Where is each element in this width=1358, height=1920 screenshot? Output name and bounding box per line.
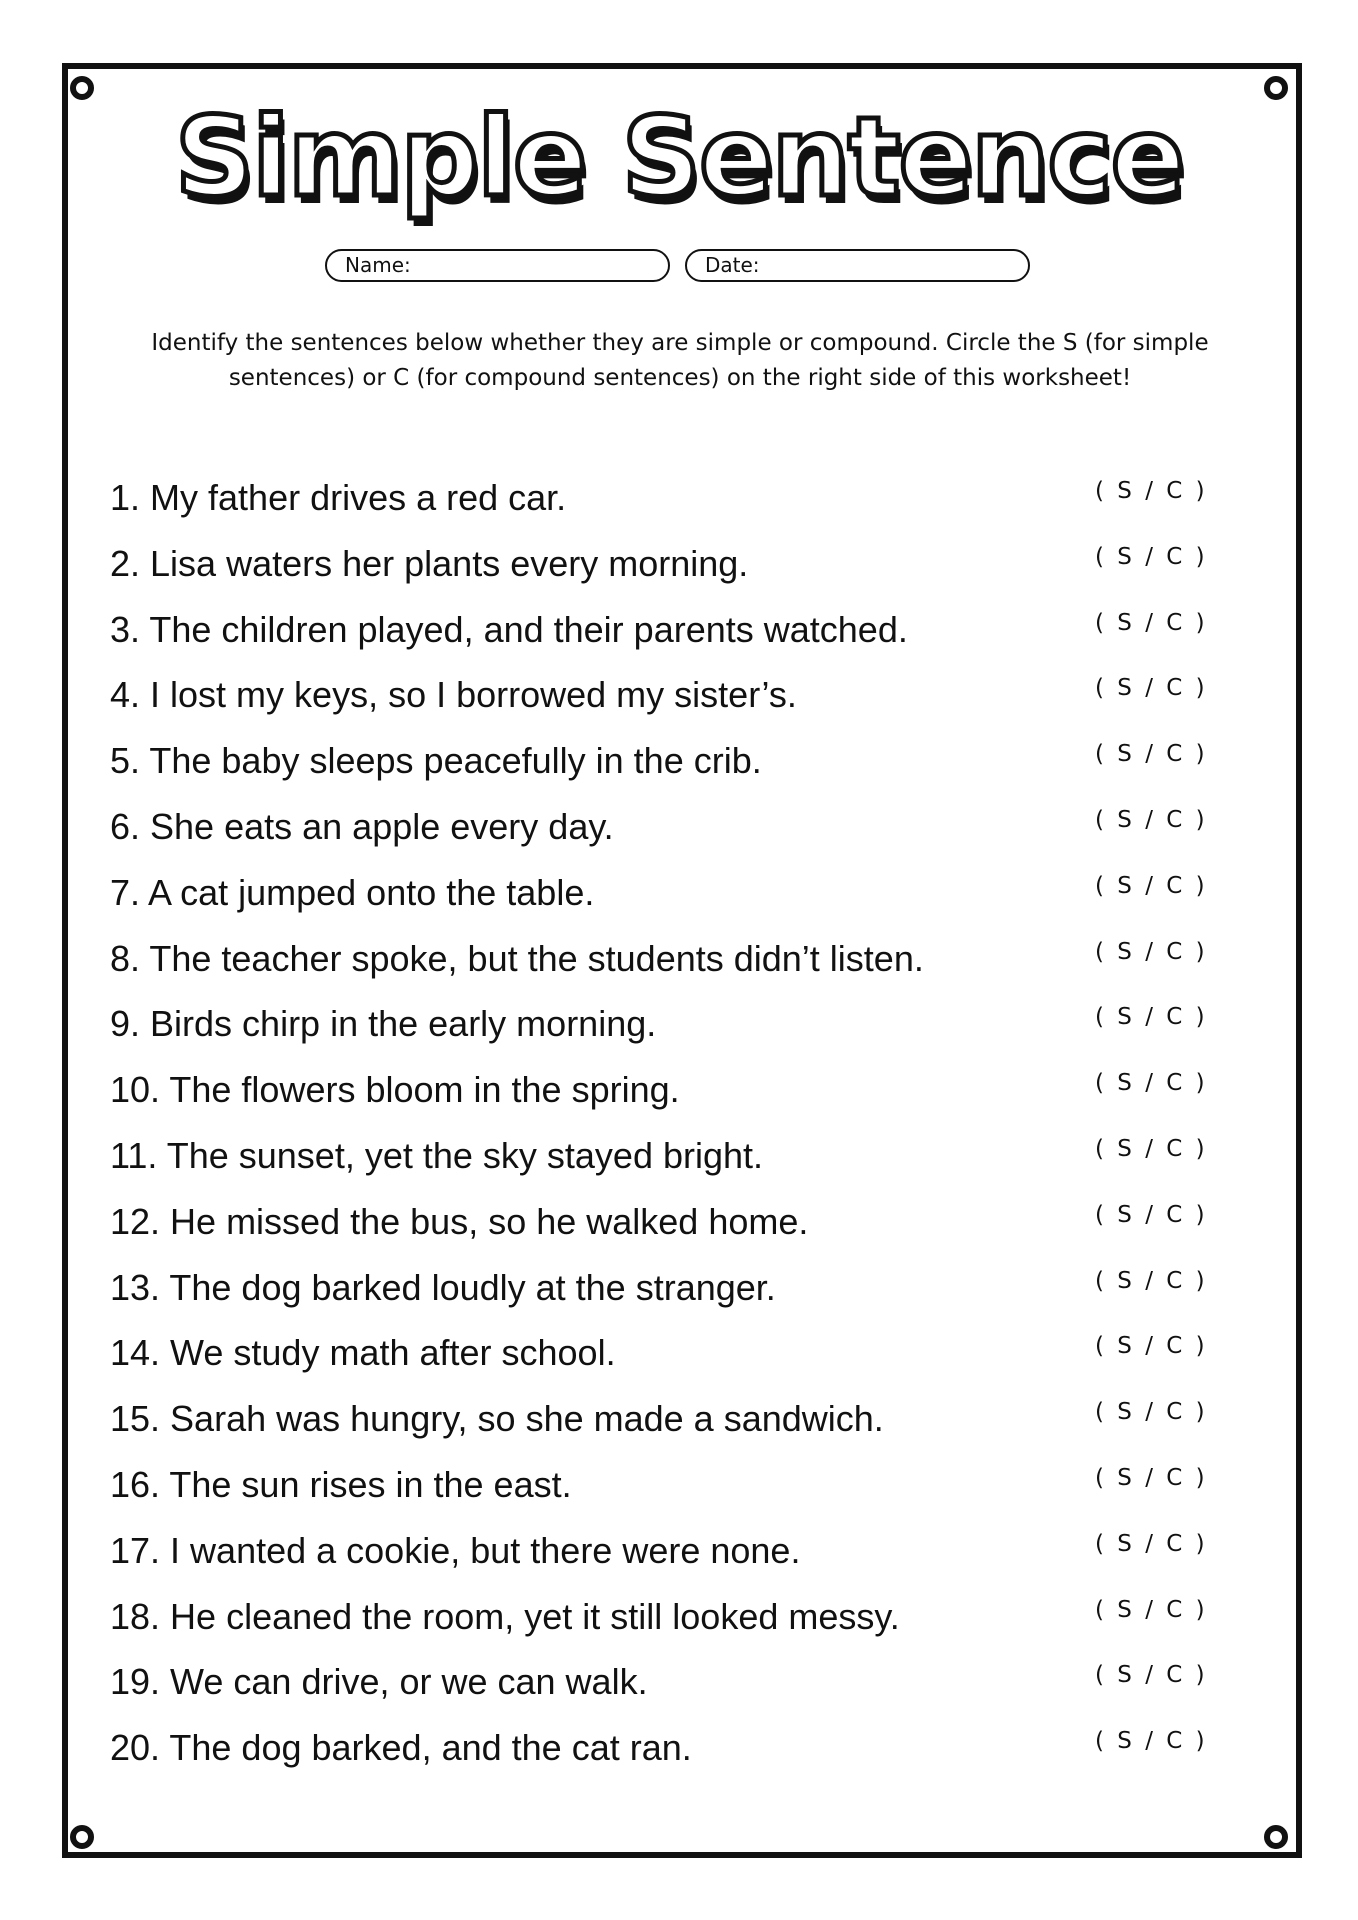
question-text: 2. Lisa waters her plants every morning.	[110, 542, 749, 584]
question-text: 11. The sunset, yet the sky stayed bright.	[110, 1134, 764, 1176]
question-item	[110, 1459, 1210, 1525]
question-item	[110, 1656, 1210, 1722]
name-label: Name:	[345, 253, 411, 277]
question-text: 19. We can drive, or we can walk.	[110, 1661, 648, 1703]
question-text: 5. The baby sleeps peacefully in the crib.	[110, 740, 762, 782]
date-field[interactable]	[685, 249, 1030, 282]
question-list	[110, 472, 1210, 1788]
question-text: 3. The children played, and their parents watched.	[110, 608, 908, 650]
question-item	[110, 933, 1210, 999]
answer-choice[interactable]: ( S / C )	[1095, 1530, 1208, 1557]
question-text: 15. Sarah was hungry, so she made a sandwich.	[110, 1398, 884, 1440]
answer-choice[interactable]: ( S / C )	[1095, 938, 1208, 965]
answer-choice[interactable]: ( S / C )	[1095, 1004, 1208, 1031]
question-text: 10. The flowers bloom in the spring.	[110, 1069, 680, 1111]
corner-ring-icon	[1264, 1825, 1288, 1849]
answer-choice[interactable]: ( S / C )	[1095, 1070, 1208, 1097]
question-text: 17. I wanted a cookie, but there were none.	[110, 1529, 801, 1571]
question-text: 20. The dog barked, and the cat ran.	[110, 1727, 692, 1769]
answer-choice[interactable]: ( S / C )	[1095, 675, 1208, 702]
question-item	[110, 998, 1210, 1064]
answer-choice[interactable]: ( S / C )	[1095, 478, 1208, 504]
answer-choice[interactable]: ( S / C )	[1095, 609, 1208, 636]
question-item	[110, 1722, 1210, 1788]
question-item	[110, 1196, 1210, 1262]
question-item	[110, 472, 1210, 538]
question-text: 8. The teacher spoke, but the students didn’t listen.	[110, 937, 924, 979]
question-item	[110, 1064, 1210, 1130]
answer-choice[interactable]: ( S / C )	[1095, 1267, 1208, 1294]
question-text: 9. Birds chirp in the early morning.	[110, 1003, 657, 1045]
page-title: Simple Sentence	[174, 93, 1184, 221]
question-item	[110, 1393, 1210, 1459]
answer-choice[interactable]: ( S / C )	[1095, 1662, 1208, 1689]
question-text: 4. I lost my keys, so I borrowed my sister’s.	[110, 674, 797, 716]
question-text: 1. My father drives a red car.	[110, 477, 567, 518]
question-item	[110, 735, 1210, 801]
question-text: 18. He cleaned the room, yet it still looked messy.	[110, 1595, 900, 1637]
date-label: Date:	[705, 253, 760, 277]
answer-choice[interactable]: ( S / C )	[1095, 1135, 1208, 1162]
question-item	[110, 801, 1210, 867]
answer-choice[interactable]: ( S / C )	[1095, 1399, 1208, 1426]
answer-choice[interactable]: ( S / C )	[1095, 806, 1208, 833]
question-text: 13. The dog barked loudly at the stranger.	[110, 1266, 776, 1308]
question-text: 12. He missed the bus, so he walked home.	[110, 1200, 809, 1242]
question-text: 7. A cat jumped onto the table.	[110, 871, 595, 913]
question-item	[110, 1327, 1210, 1393]
answer-choice[interactable]: ( S / C )	[1095, 872, 1208, 899]
answer-choice[interactable]: ( S / C )	[1095, 1201, 1208, 1228]
instructions: Identify the sentences below whether they are simple or compound. Circle the S (for simple sentences) or C (for compound sentences) on the right side of this worksheet!	[151, 330, 1209, 391]
question-item	[110, 538, 1210, 604]
corner-ring-icon	[70, 1825, 94, 1849]
answer-choice[interactable]: ( S / C )	[1095, 543, 1208, 570]
question-item	[110, 1262, 1210, 1328]
answer-choice[interactable]: ( S / C )	[1095, 1596, 1208, 1623]
question-item	[110, 1591, 1210, 1657]
answer-choice[interactable]: ( S / C )	[1095, 741, 1208, 768]
name-field[interactable]	[325, 249, 670, 282]
question-item	[110, 867, 1210, 933]
question-text: 6. She eats an apple every day.	[110, 805, 614, 847]
question-item	[110, 1130, 1210, 1196]
question-text: 14. We study math after school.	[110, 1332, 616, 1374]
answer-choice[interactable]: ( S / C )	[1095, 1333, 1208, 1360]
question-item	[110, 1525, 1210, 1591]
answer-choice[interactable]: ( S / C )	[1095, 1728, 1208, 1755]
question-text: 16. The sun rises in the east.	[110, 1463, 572, 1505]
question-item	[110, 669, 1210, 735]
question-item	[110, 604, 1210, 670]
answer-choice[interactable]: ( S / C )	[1095, 1464, 1208, 1491]
